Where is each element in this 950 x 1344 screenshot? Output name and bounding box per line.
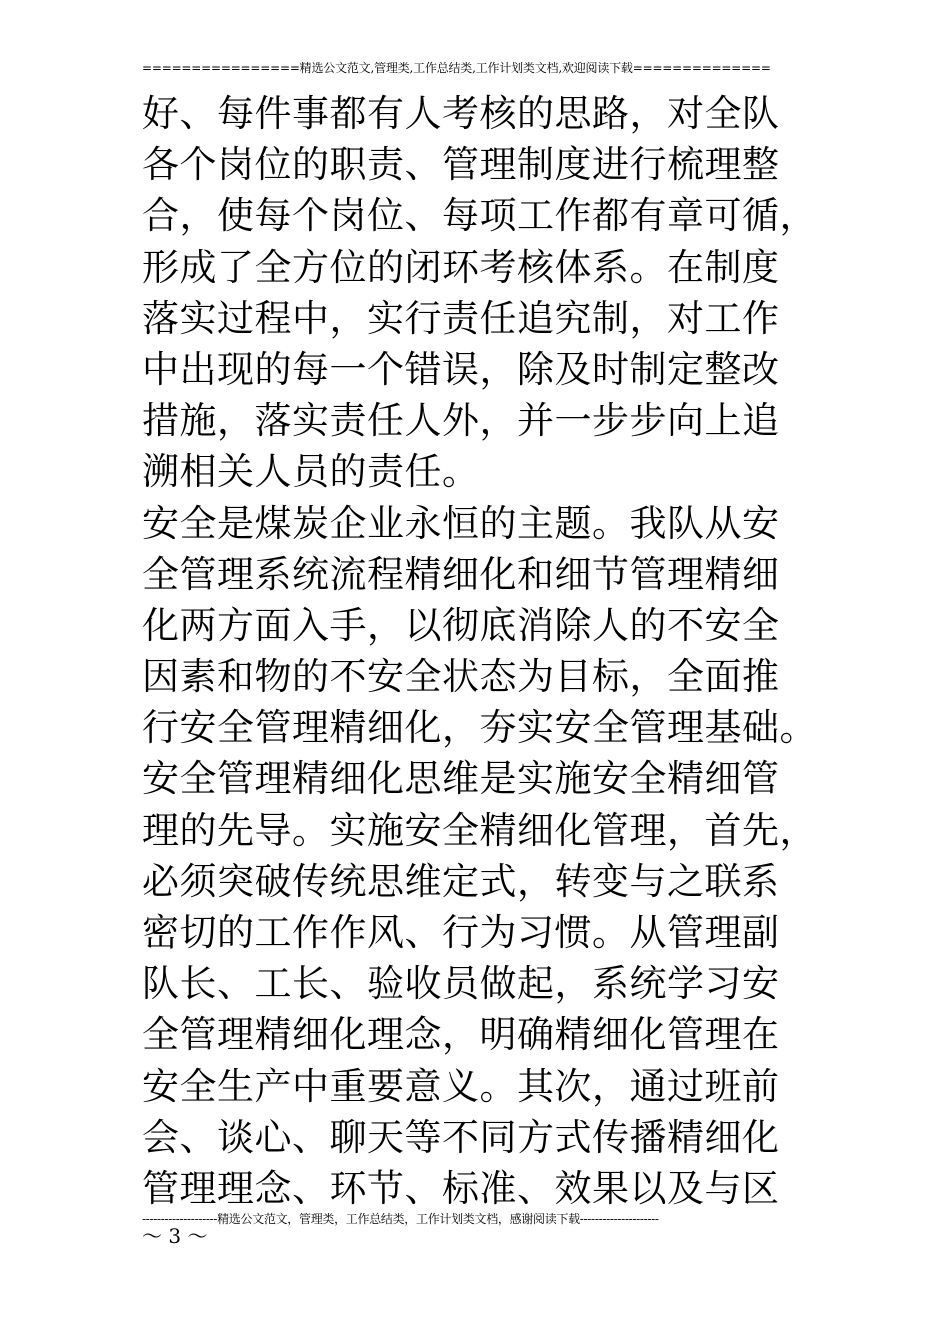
page-number: ～ 3 ～ [142,1224,208,1248]
body-line: 安全管理精细化思维是实施安全精细管 [142,757,780,801]
body-line: 各个岗位的职责、管理制度进行梳理整 [142,143,780,187]
body-line: 因素和物的不安全状态为目标，全面推 [142,655,780,699]
body-line: 落实过程中，实行责任追究制，对工作 [142,296,780,340]
body-line: 全管理精细化理念，明确精细化管理在 [142,1013,780,1057]
page-footer-banner: --------------------精选公文范文，管理类，工作总结类，工作计划类文档，感谢阅读下载--------------------- [142,1212,659,1226]
body-line: 行安全管理精细化，夯实安全管理基础。 [142,706,817,750]
body-line: 会、谈心、聊天等不同方式传播精细化 [142,1115,780,1159]
body-line: 好、每件事都有人考核的思路，对全队 [142,92,780,135]
body-line: 形成了全方位的闭环考核体系。在制度 [142,245,780,289]
body-line: 必须突破传统思维定式，转变与之联系 [142,859,780,903]
body-line: 中出现的每一个错误，除及时制定整改 [142,347,780,391]
body-line: 措施，落实责任人外，并一步步向上追 [142,399,780,443]
body-line: 溯相关人员的责任。 [142,450,480,494]
body-line: 合，使每个岗位、每项工作都有章可循， [142,194,817,238]
body-line: 密切的工作作风、行为习惯。从管理副 [142,911,780,954]
page-header-banner: ================精选公文范文,管理类,工作总结类,工作计划类文档,欢迎阅读下载============== [142,61,771,75]
body-line: 管理理念、环节、标准、效果以及与区 [142,1166,780,1210]
document-body [142,88,817,1214]
body-line: 全管理系统流程精细化和细节管理精细 [142,552,780,596]
body-line: 化两方面入手，以彻底消除人的不安全 [142,603,780,647]
body-line: 安全生产中重要意义。其次，通过班前 [142,1064,780,1108]
body-line: 理的先导。实施安全精细化管理，首先， [142,808,817,852]
body-line: 队长、工长、验收员做起，系统学习安 [142,962,780,1006]
body-line: 安全是煤炭企业永恒的主题。我队从安 [142,501,780,545]
